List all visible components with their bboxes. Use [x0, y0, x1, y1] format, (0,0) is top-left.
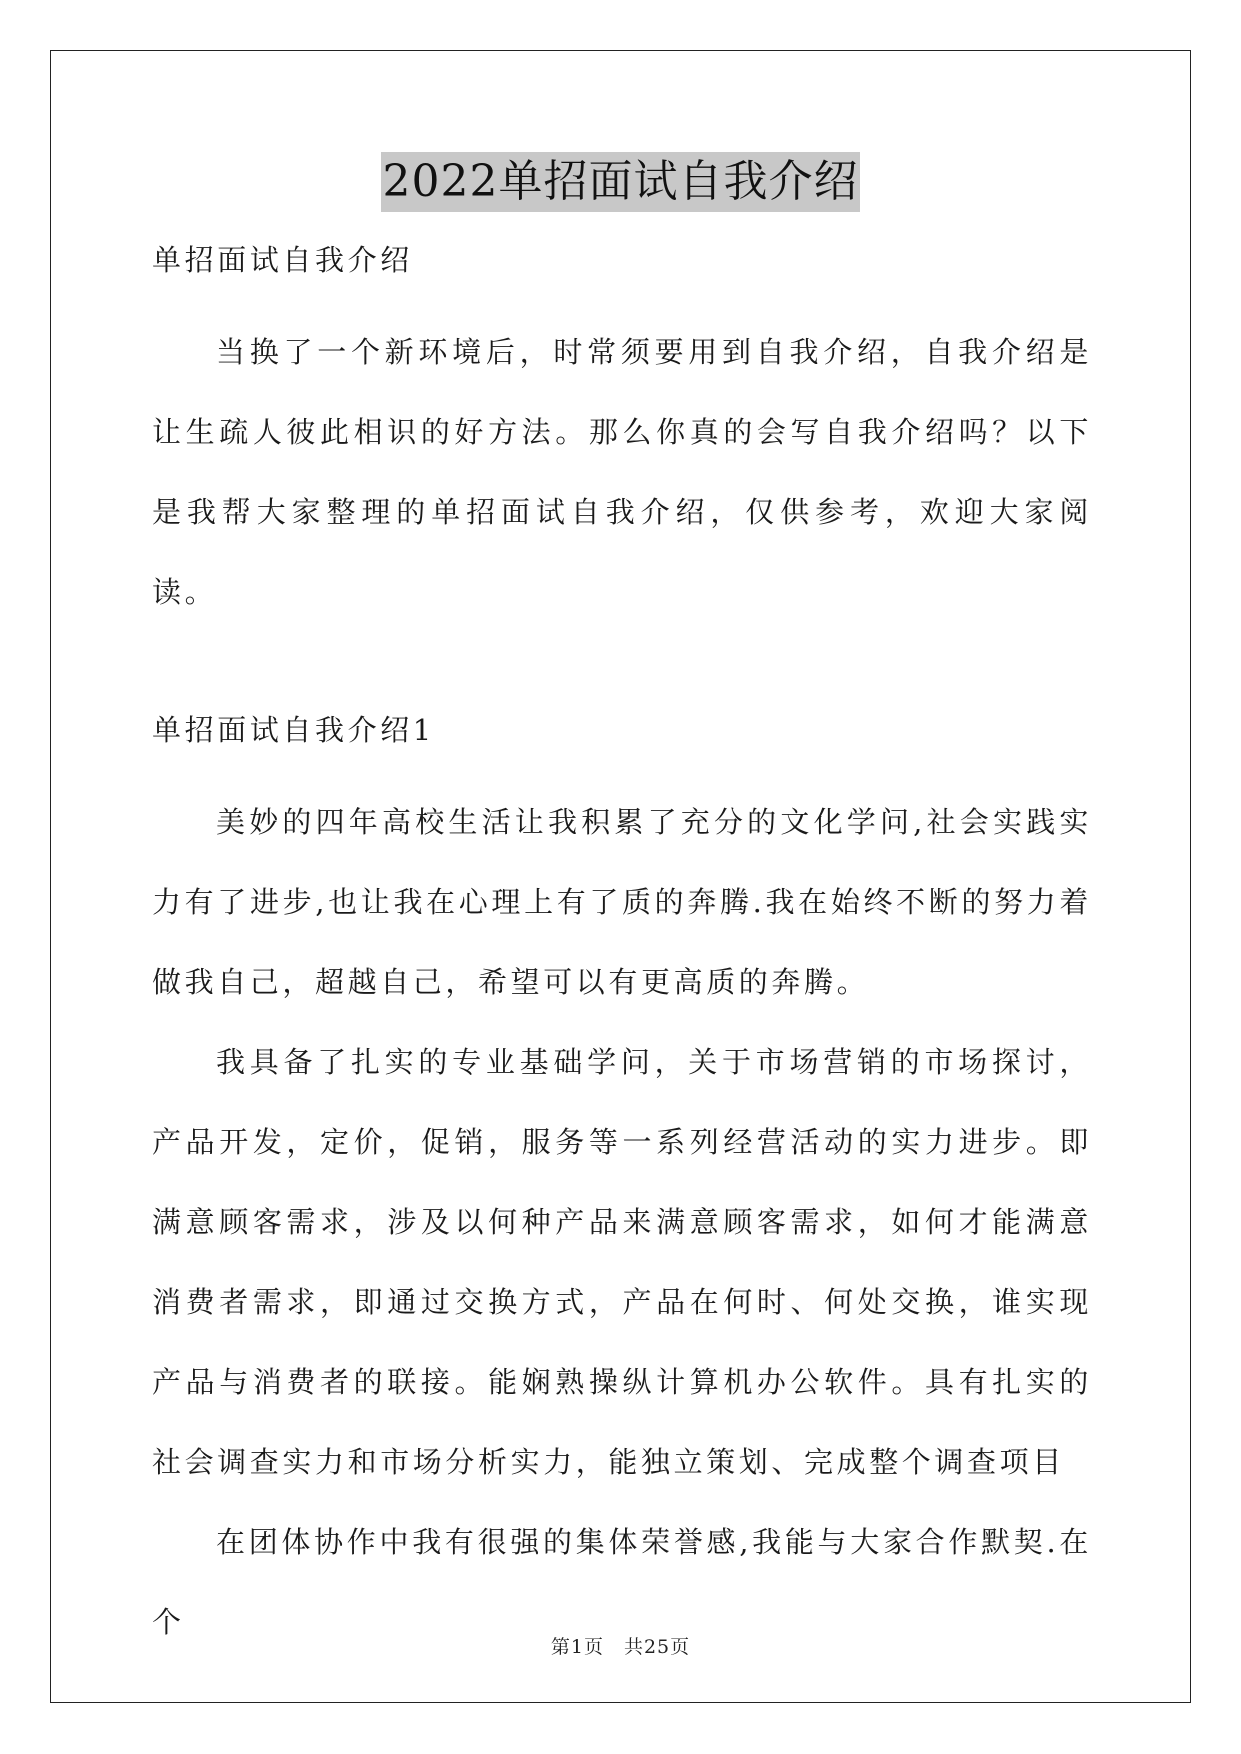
body-paragraph: 美妙的四年高校生活让我积累了充分的文化学问,社会实践实力有了进步,也让我在心理上有了质的奔腾.我在始终不断的努力着做我自己，超越自己，希望可以有更高质的奔腾。 — [152, 805, 1092, 999]
title-container — [0, 152, 1241, 212]
body-paragraph: 我具备了扎实的专业基础学问，关于市场营销的市场探讨，产品开发，定价，促销，服务等一系列经营活动的实力进步。即满意顾客需求，涉及以何种产品来满意顾客需求，如何才能满意消费者需求，即通过交换方式，产品在何时、何处交换，谁实现产品与消费者的联接。能娴熟操纵计算机办公软件。具有扎实的社会调查实力和市场分析实力，能独立策划、完成整个调查项目 — [152, 1045, 1092, 1479]
page-total: 共25页 — [623, 1636, 691, 1658]
section-heading: 单招面试自我介绍 — [152, 243, 413, 277]
page-number: 第1页 — [550, 1636, 604, 1658]
page-footer — [0, 1632, 1241, 1659]
document-title: 2022单招面试自我介绍 — [381, 152, 861, 212]
section-heading-numbered: 单招面试自我介绍1 — [152, 713, 435, 747]
document-body — [152, 240, 1092, 1662]
body-paragraph: 在团体协作中我有很强的集体荣誉感,我能与大家合作默契.在个 — [152, 1525, 1092, 1639]
intro-paragraph: 当换了一个新环境后，时常须要用到自我介绍，自我介绍是让生疏人彼此相识的好方法。那么你真的会写自我介绍吗？以下是我帮大家整理的单招面试自我介绍，仅供参考，欢迎大家阅读。 — [152, 335, 1092, 609]
